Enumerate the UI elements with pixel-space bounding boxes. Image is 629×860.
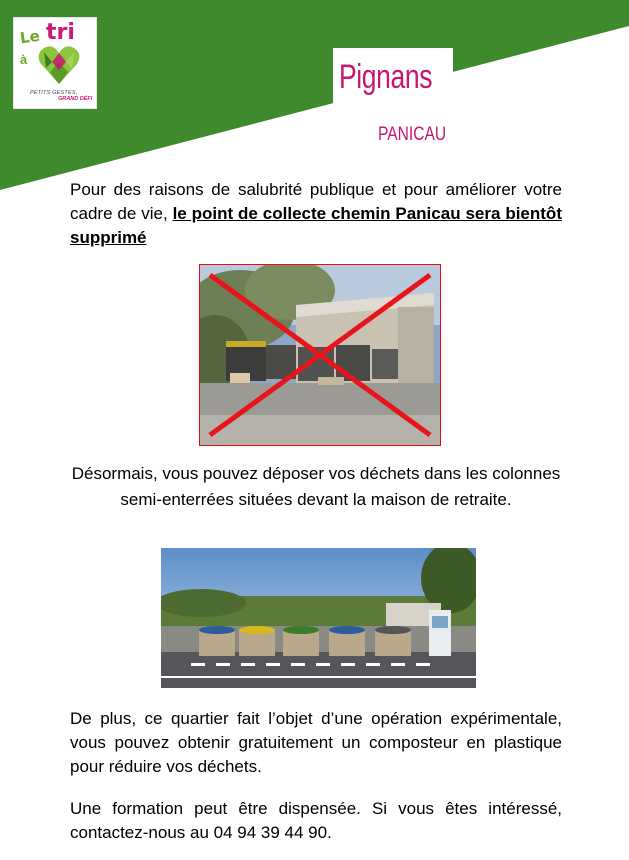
old-collection-point-photo [199, 264, 441, 446]
logo-tagline-2: GRAND DÉFI [58, 96, 93, 102]
heart-icon [36, 42, 82, 88]
new-columns-image [161, 548, 476, 688]
logo-le-text: Le [18, 26, 41, 48]
training-paragraph: Une formation peut être dispensée. Si vous êtes intéressé, contactez-nous au 04 94 39 44 90. [70, 799, 562, 842]
district-name: PANICAU [378, 124, 447, 145]
new-columns-photo [161, 548, 476, 688]
notice-paragraph: Désormais, vous pouvez déposer vos déchets dans les colonnes semi-enterrées situées devant la maison de retraite. [71, 464, 561, 509]
intro-highlight: le point de collecte chemin Panicau sera bientôt supprimé [70, 204, 562, 247]
intro-text: Pour des raisons de salubrité publique et pour améliorer votre cadre de vie, [70, 180, 562, 223]
town-name: Pignans [339, 58, 433, 96]
logo-tagline-1: PETITS GESTES, [30, 90, 78, 96]
logo-a-text: à [20, 52, 28, 67]
le-tri-logo [13, 17, 97, 109]
intro-paragraph [70, 178, 562, 250]
old-collection-point-image [200, 265, 440, 445]
logo-tri-text: tri [46, 20, 75, 45]
compost-paragraph: De plus, ce quartier fait l’objet d’une opération expérimentale, vous pouvez obtenir gratuitement un composteur en plastique pour réduire vos déchets. [70, 709, 562, 776]
